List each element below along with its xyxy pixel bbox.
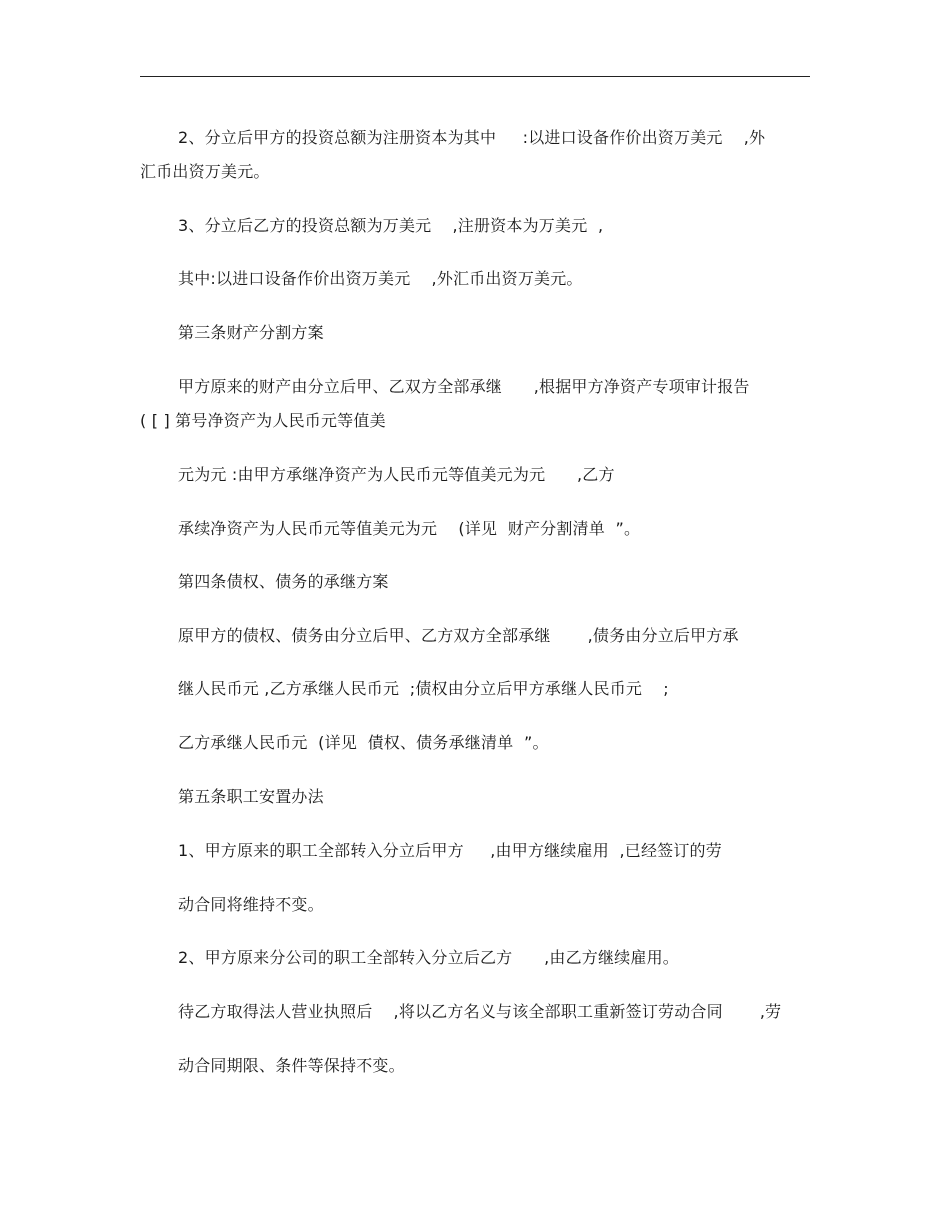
section-heading-4: 第四条债权、债务的承继方案 [178,572,389,591]
line-15: 1、甲方原来的职工全部转入分立后甲方 ,由甲方继续雇用 ,已经签订的劳 [178,841,722,860]
section-heading-5: 第五条职工安置办法 [178,787,324,806]
line-7: ( [ ] 第号净资产为人民币元等值美 [140,411,386,430]
header-rule [140,76,810,77]
line-13: 乙方承继人民币元 (详见 債权、债务承继清单 ”。 [178,733,549,752]
line-11: 原甲方的债权、债务由分立后甲、乙方双方全部承继 ,债务由分立后甲方承 [178,626,739,645]
line-3: 3、分立后乙方的投资总额为万美元 ,注册资本为万美元 , [178,216,604,235]
line-12: 继人民币元 ,乙方承继人民币元 ;债权由分立后甲方承继人民币元 ; [178,679,669,698]
line-19: 动合同期限、条件等保持不变。 [178,1056,405,1075]
line-4: 其中:以进口设备作价出资万美元 ,外汇币出资万美元。 [178,269,583,288]
line-17: 2、甲方原来分公司的职工全部转入分立后乙方 ,由乙方继续雇用。 [178,948,679,967]
line-18: 待乙方取得法人营业执照后 ,将以乙方名义与该全部职工重新签订劳动合同 ,劳 [178,1002,782,1021]
line-2: 汇币出资万美元。 [140,162,270,181]
line-16: 动合同将维持不变。 [178,895,324,914]
line-8: 元为元 :由甲方承继净资产为人民币元等值美元为元 ,乙方 [178,465,615,484]
line-1: 2、分立后甲方的投资总额为注册资本为其中 :以进口设备作价出资万美元 ,外 [178,128,766,147]
line-9: 承续净资产为人民币元等值美元为元 (详见 财产分割清单 ”。 [178,519,641,538]
line-6: 甲方原来的财产由分立后甲、乙双方全部承继 ,根据甲方净资产专项审计报告 [178,377,750,396]
section-heading-3: 第三条财产分割方案 [178,323,324,342]
